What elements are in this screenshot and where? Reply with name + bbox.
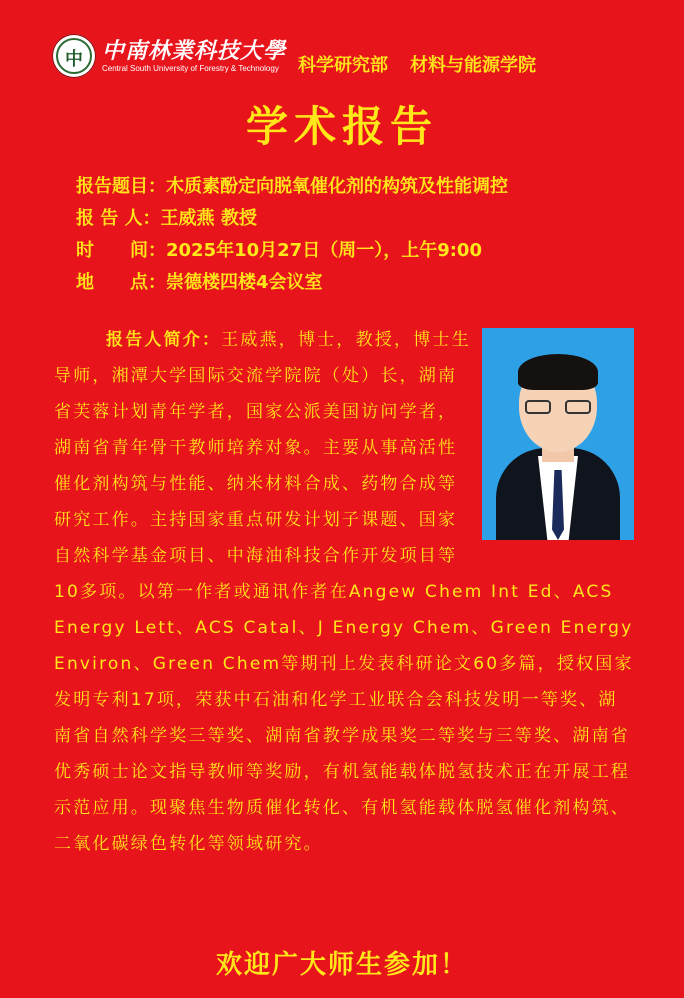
topic-row	[76, 171, 508, 203]
time-value: 2025年10月27日（周一），上午9:00	[166, 240, 482, 261]
university-name-cn: 中南林業科技大學	[102, 38, 287, 64]
speaker-value: 王威燕 教授	[160, 208, 257, 229]
speaker-label: 报 告 人：	[76, 208, 161, 229]
topic-value: 木质素酚定向脱氧催化剂的构筑及性能调控	[166, 176, 508, 197]
organizers	[298, 51, 536, 77]
organizer-materials-school: 材料与能源学院	[410, 55, 537, 76]
time-row	[76, 235, 508, 267]
organizer-research-dept: 科学研究部	[298, 55, 389, 76]
header	[52, 30, 536, 82]
place-row	[76, 267, 508, 299]
place-value: 崇德楼四楼4会议室	[166, 272, 323, 293]
topic-label: 报告题目：	[76, 176, 166, 197]
speaker-row	[76, 203, 508, 235]
time-label: 时 间：	[76, 240, 166, 261]
bio-label: 报告人简介：	[106, 330, 222, 350]
welcome-message: 欢迎广大师生参加！	[215, 950, 468, 980]
place-label: 地 点：	[76, 272, 166, 293]
bio-text: 王威燕，博士，教授，博士生导师，湘潭大学国际交流学院院（处）长，湖南省芙蓉计划青年学者，国家公派美国访问学者，湖南省青年骨干教师培养对象。主要从事高活性催化剂构筑与性能、纳米材料合成、药物合成等研究工作。主持国家重点研发计划子课题、国家自然科学基金项目、中海油科技合作开发项目等10多项。以第一作者或通讯作者在Angew Chem Int Ed、ACS Energy Lett、ACS Catal、J Energy Chem、Green Energy Environ、Green Chem等期刊上发表科研论文60多篇，授权国家发明专利17项，荣获中石油和化学工业联合会科技发明一等奖、湖南省自然科学奖三等奖、湖南省教学成果奖二等奖与三等奖、湖南省优秀硕士论文指导教师等奖励，有机氢能载体脱氢技术正在开展工程示范应用。现聚焦生物质催化转化、有机氢能载体脱氢催化剂构筑、二氧化碳绿色转化等领域研究。	[54, 330, 634, 854]
university-name-en: Central South University of Forestry & Technology	[102, 64, 279, 73]
speaker-bio	[54, 322, 634, 862]
university-logo: 中	[52, 34, 96, 78]
page-title: 学术报告	[245, 102, 438, 151]
university-name	[102, 38, 286, 74]
speaker-photo	[482, 328, 634, 540]
report-info	[76, 171, 508, 299]
